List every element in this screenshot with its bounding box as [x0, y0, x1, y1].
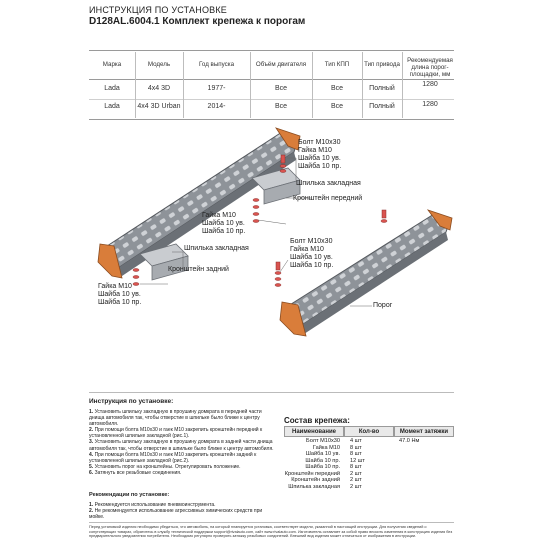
- composition-name: Шпилька закладная: [288, 483, 340, 490]
- label-nut-top: Гайка М10: [298, 147, 332, 154]
- instruction-step: 1. Установить шпильку закладную в проушину домкрата в передней части днища автомобиля так, чтобы отверстие в шпильке было ближе к центру автомобиля.: [89, 409, 262, 428]
- label-washer-pr-right: Шайба 10 пр.: [290, 262, 334, 269]
- table-header-cell: Год выпуска: [198, 61, 235, 68]
- recommendations-title: Рекомендации по установке:: [89, 492, 170, 498]
- doc-subtitle: ИНСТРУКЦИЯ ПО УСТАНОВКЕ: [89, 5, 227, 15]
- label-bolt-right: Болт М10x30: [290, 238, 333, 245]
- composition-qty: 8 шт: [350, 451, 362, 457]
- composition-qty: 2 шт: [350, 483, 362, 490]
- composition-name: Кронштейн передний: [284, 470, 340, 477]
- footer-divider: [89, 522, 454, 523]
- composition-qty: 8 шт: [350, 464, 362, 470]
- table-cell: Полный: [369, 103, 395, 110]
- label-bracket-front: Кронштейн передний: [293, 195, 363, 202]
- instructions-title: Инструкция по установке:: [89, 398, 174, 405]
- instruction-step: 2. При помощи болта М10x30 и гаек М10 закрепить кронштейн передний к установленной шпильке закладной (рис.1).: [89, 427, 263, 440]
- table-cell: 1280: [422, 101, 438, 108]
- label-washer-pr-top: Шайба 10 пр.: [298, 163, 342, 170]
- label-nut-mid: Гайка М10: [202, 212, 236, 219]
- instruction-step: 6. Затянуть все резьбовые соединения.: [89, 469, 182, 476]
- label-washer-uv-top: Шайба 10 ув.: [298, 155, 341, 162]
- instruction-step: 5. Установить порог на кронштейны. Отрегулировать положение.: [89, 463, 241, 470]
- table-header-cell: Тип КПП: [324, 61, 350, 68]
- table-header-cell: Тип привода: [364, 61, 400, 68]
- table-header-cell: Рекомендуемая длина порог-площадки, мм: [407, 57, 453, 78]
- composition-qty: 8 шт: [350, 444, 362, 451]
- composition-name: Шайба 10 ув.: [305, 451, 340, 457]
- step-board-left: [98, 128, 300, 278]
- label-washer-pr-mid: Шайба 10 пр.: [202, 228, 246, 235]
- label-bracket-rear: Кронштейн задний: [168, 266, 229, 273]
- label-washer-uv-mid: Шайба 10 ув.: [202, 220, 245, 227]
- table-cell: Все: [330, 85, 344, 92]
- instruction-step: 4. При помощи болта М10x30 и гаек М10 закрепить кронштейн задний к установленной шпильке закладной (рис.2).: [89, 451, 257, 464]
- composition-name: Шайба 10 пр.: [305, 457, 340, 464]
- label-nut-right: Гайка М10: [290, 246, 324, 253]
- table-cell: Полный: [369, 85, 395, 92]
- table-cell: Все: [330, 103, 344, 110]
- table-header-cell: Марка: [102, 61, 122, 68]
- composition-title: Состав крепежа:: [284, 416, 350, 425]
- label-step: Порог: [373, 302, 393, 309]
- label-washer-uv-left: Шайба 10 ув.: [98, 291, 141, 298]
- composition-name: Гайка М10: [312, 444, 340, 451]
- table-cell: Lada: [104, 103, 120, 110]
- composition-header-torque: Момент затяжки: [394, 426, 454, 437]
- composition-qty: 12 шт: [350, 457, 365, 464]
- instruction-step: 3. Установить шпильку закладную в проушину домкрата в задней части днища автомобиля так, чтобы отверстие в шпильке было ближе к центру автомобиля.: [89, 439, 274, 452]
- table-cell: 4x4 3D: [147, 85, 171, 92]
- table-cell: 4x4 3D Urban: [137, 103, 181, 110]
- table-cell: Все: [274, 85, 288, 92]
- composition-name: Шайба 10 пр.: [305, 464, 340, 470]
- label-bolt-top: Болт М10x30: [298, 139, 341, 146]
- table-cell: 1977-: [207, 85, 226, 92]
- doc-title: D128AL.6004.1 Комплект крепежа к порогам: [89, 16, 306, 27]
- table-cell: Lada: [104, 85, 120, 92]
- composition-torque: 47.0 Нм: [399, 438, 420, 444]
- step-board-right: [280, 210, 452, 336]
- composition-name: Кронштейн задний: [291, 477, 340, 483]
- label-nut-left: Гайка М10: [98, 283, 132, 290]
- label-stud-front: Шпилька закладная: [296, 180, 361, 187]
- composition-header-name: Наименование: [284, 426, 344, 437]
- composition-name: Болт М10x30: [306, 438, 340, 444]
- table-cell: Все: [274, 103, 288, 110]
- section-divider: [89, 392, 454, 393]
- table-cell: 2014-: [207, 103, 226, 110]
- instructions-list: [89, 409, 275, 476]
- composition-qty: 4 шт: [350, 438, 362, 444]
- composition-header-qty: Кол-во: [344, 426, 394, 437]
- label-stud-rear: Шпилька закладная: [184, 245, 249, 252]
- composition-qty: 2 шт: [350, 477, 362, 483]
- table-header-cell: Модель: [147, 61, 171, 68]
- recommendation-item: 1. Рекомендуется использование пневмоинструмента.: [89, 502, 216, 508]
- recommendations-list: [89, 502, 275, 520]
- label-washer-pr-left: Шайба 10 пр.: [98, 299, 142, 306]
- table-cell: 1280: [422, 81, 438, 88]
- table-header-cell: Объём двигателя: [255, 61, 307, 68]
- label-washer-uv-right: Шайба 10 ув.: [290, 254, 333, 261]
- composition-qty: 2 шт: [350, 470, 362, 477]
- footer-note: Перед установкой изделия необходимо убедиться, что автомобиль, на который планируется установка, соответствует модели, указанной в настоящей инструкции. Для получения сведений о сопутствующих товарах, обратитесь в службу технической поддержки support@rivalauto.com, сайт www.rivalauto.com. Изготовитель оставляет за собой право вносить изменения в конструкцию изделия без предварительного уведомления потребителя. Необходимо регулярно проверять затяжку резьбовых соединений. Внешний вид изделия может отличаться от изображения в инструкции.: [89, 525, 453, 539]
- recommendation-item: 2. Не рекомендуется использование агрессивных химических средств при мойке.: [89, 508, 263, 521]
